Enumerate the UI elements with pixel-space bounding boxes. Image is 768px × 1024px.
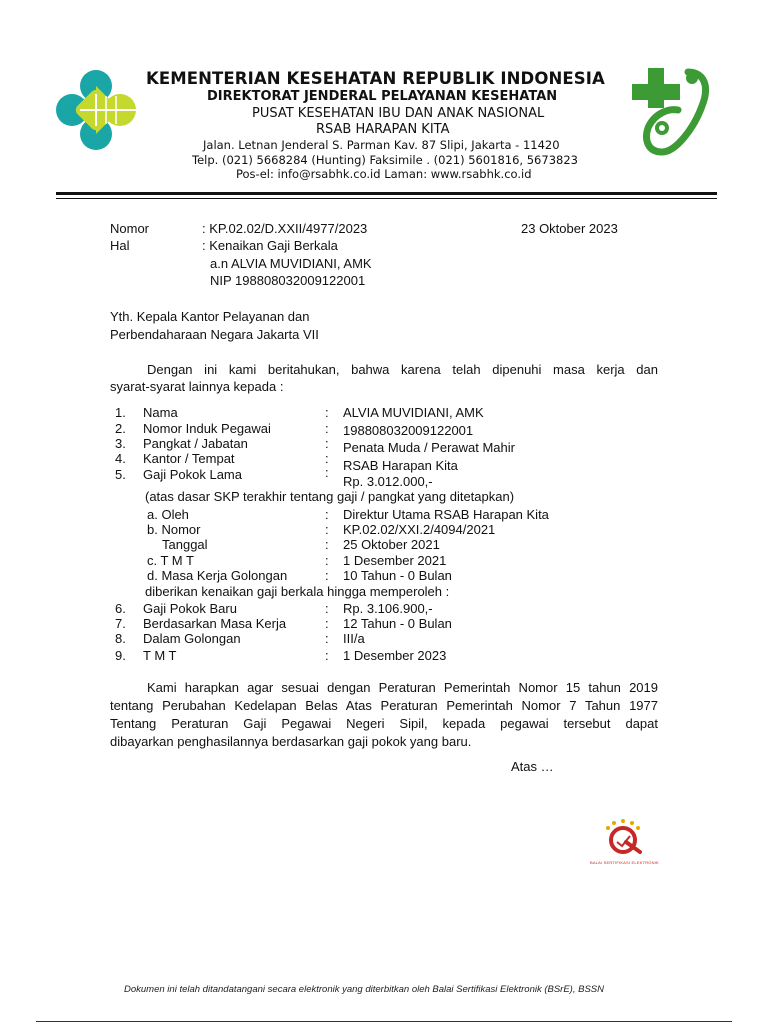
item-number: 9. — [115, 648, 126, 663]
sub-item-label: c. T M T — [147, 553, 194, 568]
hospital-address: Jalan. Letnan Jenderal S. Parman Kav. 87 Slipi, Jakarta - 11420 — [203, 138, 560, 152]
letterhead-rule-thick — [56, 192, 717, 195]
item-label: Berdasarkan Masa Kerja — [143, 616, 287, 631]
closing-line: Tentang Peraturan Gaji Pegawai Negeri Sipil, kepada pegawai tersebut dapat — [110, 716, 658, 731]
item-number: 2. — [115, 421, 126, 436]
hal-nip: NIP 198808032009122001 — [210, 273, 366, 288]
sub-item-label: d. Masa Kerja Golongan — [147, 568, 288, 583]
sub-item-value: 25 Oktober 2021 — [343, 537, 440, 552]
letter-date: 23 Oktober 2023 — [521, 221, 618, 236]
closing-line: dibayarkan penghasilannya berdasarkan gaji pokok yang baru. — [110, 734, 472, 749]
item-label: Dalam Golongan — [143, 631, 241, 646]
item-value: Rp. 3.012.000,- — [343, 474, 433, 489]
hal-value: : Kenaikan Gaji Berkala — [202, 238, 338, 253]
recipient-line: Perbendaharaan Negara Jakarta VII — [110, 327, 319, 342]
ministry-name: KEMENTERIAN KESEHATAN REPUBLIK INDONESIA — [146, 69, 605, 88]
ministry-logo-icon — [52, 66, 140, 154]
item-number: 5. — [115, 467, 126, 482]
signature-footer-note: Dokumen ini telah ditandatangani secara elektronik yang diterbitkan oleh Balai Sertifikasi Elektronik (BSrE), BSSN — [124, 984, 604, 995]
footer-rule — [36, 1021, 732, 1022]
sub-item-colon: : — [325, 507, 329, 522]
item-value: ALVIA MUVIDIANI, AMK — [343, 405, 484, 420]
hospital-email: Pos-el: info@rsabhk.co.id Laman: www.rsabhk.co.id — [236, 167, 532, 181]
nomor-label: Nomor — [110, 221, 150, 236]
letterhead-rule-thin — [56, 198, 717, 199]
nomor-value: : KP.02.02/D.XXII/4977/2023 — [202, 221, 368, 236]
raise-note: diberikan kenaikan gaji berkala hingga memperoleh : — [145, 584, 450, 599]
sub-item-value: KP.02.02/XXI.2/4094/2021 — [343, 522, 496, 537]
sub-item-colon: : — [325, 568, 329, 583]
item-value: Rp. 3.106.900,- — [343, 601, 433, 616]
sub-item-colon: : — [325, 553, 329, 568]
continued-marker: Atas … — [511, 759, 554, 774]
item-label: Nama — [143, 405, 178, 420]
hal-name: a.n ALVIA MUVIDIANI, AMK — [210, 256, 372, 271]
item-colon: : — [325, 405, 329, 420]
sub-item-value: Direktur Utama RSAB Harapan Kita — [343, 507, 549, 522]
closing-line: tentang Perubahan Kedelapan Belas Atas Peraturan Pemerintah Nomor 7 Tahun 1977 — [110, 698, 658, 713]
sub-item-value: 1 Desember 2021 — [343, 553, 447, 568]
hospital-phone: Telp. (021) 5668284 (Hunting) Faksimile . (021) 5601816, 5673823 — [192, 153, 578, 167]
item-value: RSAB Harapan Kita — [343, 458, 458, 473]
item-value: Penata Muda / Perawat Mahir — [343, 440, 515, 455]
item-label: T M T — [143, 648, 177, 663]
sub-item-value: 10 Tahun - 0 Bulan — [343, 568, 452, 583]
bsre-seal-icon — [600, 818, 646, 858]
seal-caption: BALAI SERTIFIKASI ELEKTRONIK — [590, 860, 659, 865]
item-label: Gaji Pokok Baru — [143, 601, 237, 616]
directorate-name: DIREKTORAT JENDERAL PELAYANAN KESEHATAN — [207, 89, 558, 104]
item-colon: : — [325, 451, 329, 466]
closing-line: Kami harapkan agar sesuai dengan Peraturan Pemerintah Nomor 15 tahun 2019 — [147, 680, 658, 695]
skp-note: (atas dasar SKP terakhir tentang gaji / pangkat yang ditetapkan) — [145, 489, 515, 504]
hospital-name: RSAB HARAPAN KITA — [316, 122, 450, 137]
item-number: 6. — [115, 601, 126, 616]
item-number: 1. — [115, 405, 126, 420]
item-colon: : — [325, 601, 329, 616]
item-value: 1 Desember 2023 — [343, 648, 447, 663]
item-colon: : — [325, 648, 329, 663]
item-number: 8. — [115, 631, 126, 646]
recipient-line: Yth. Kepala Kantor Pelayanan dan — [110, 309, 310, 324]
sub-item-colon: : — [325, 522, 329, 537]
item-colon: : — [325, 631, 329, 646]
item-label: Gaji Pokok Lama — [143, 467, 242, 482]
item-label: Kantor / Tempat — [143, 451, 235, 466]
item-value: 198808032009122001 — [343, 423, 474, 438]
item-number: 3. — [115, 436, 126, 451]
hospital-logo-icon — [628, 66, 710, 156]
intro-line-1: Dengan ini kami beritahukan, bahwa karena telah dipenuhi masa kerja dan — [147, 362, 658, 377]
item-colon: : — [325, 616, 329, 631]
hal-label: Hal — [110, 238, 130, 253]
item-colon: : — [325, 421, 329, 436]
item-label: Nomor Induk Pegawai — [143, 421, 271, 436]
item-colon: : — [325, 465, 329, 480]
item-colon: : — [325, 436, 329, 451]
center-name: PUSAT KESEHATAN IBU DAN ANAK NASIONAL — [252, 106, 545, 121]
sub-item-label: Tanggal — [162, 537, 208, 552]
item-number: 7. — [115, 616, 126, 631]
item-value: 12 Tahun - 0 Bulan — [343, 616, 452, 631]
item-number: 4. — [115, 451, 126, 466]
sub-item-colon: : — [325, 537, 329, 552]
item-value: III/a — [343, 631, 365, 646]
item-label: Pangkat / Jabatan — [143, 436, 248, 451]
sub-item-label: b. Nomor — [147, 522, 201, 537]
intro-line-2: syarat-syarat lainnya kepada : — [110, 379, 284, 394]
sub-item-label: a. Oleh — [147, 507, 189, 522]
